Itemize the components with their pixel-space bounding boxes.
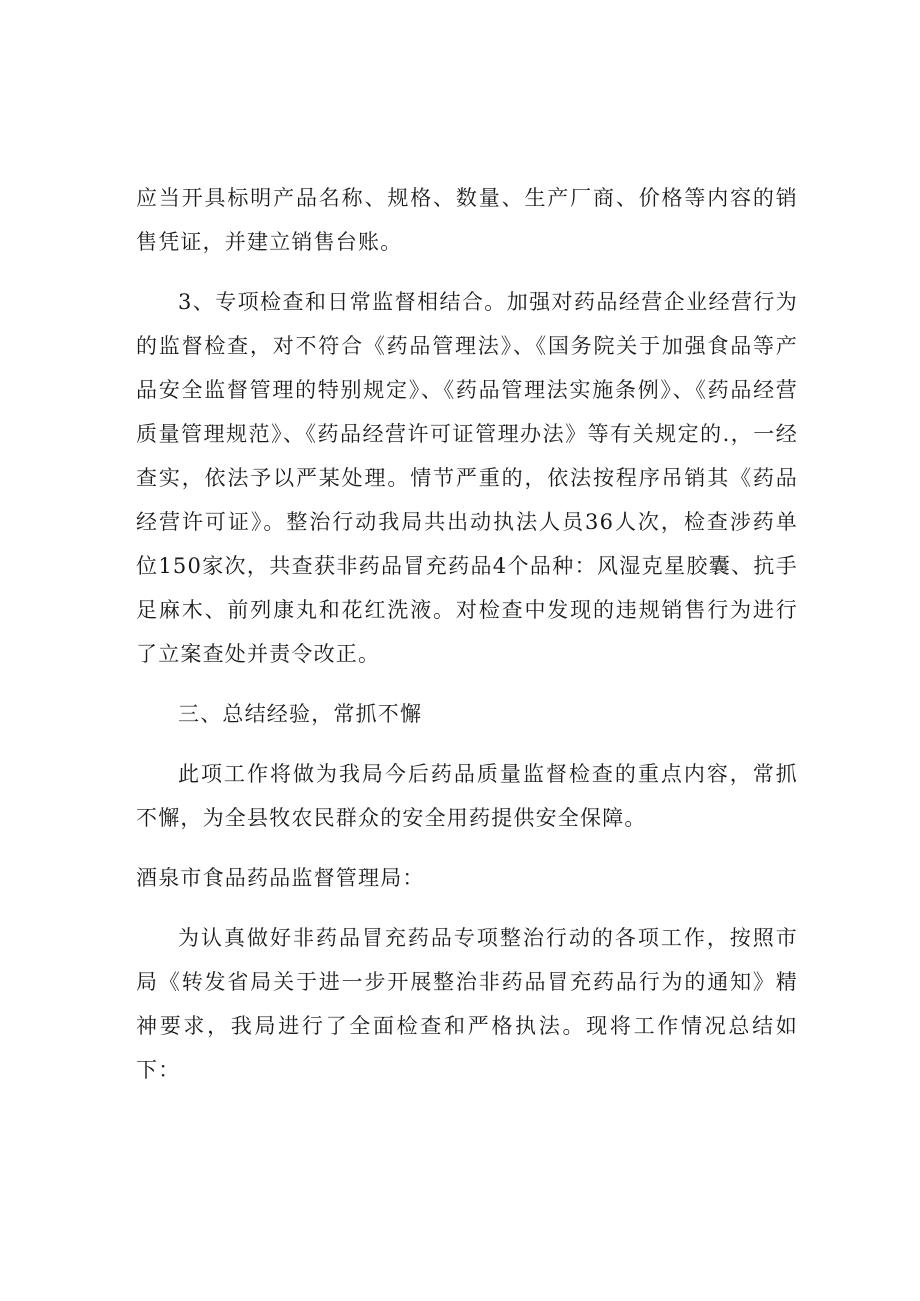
paragraph-sales-voucher: 应当开具标明产品名称、规格、数量、生产厂商、价格等内容的销售凭证，并建立销售台账。 [136,186,798,254]
paragraph-special-inspection: 3、专项检查和日常监督相结合。加强对药品经营企业经营行为的监督检查，对不符合《药品管理法》、《国务院关于加强食品等产品安全监督管理的特别规定》、《药品管理法实施条例》、《药品经营质量管理规范》、《药品经营许可证管理办法》等有关规定的.，一经查实，依法予以严某处理。情节严重的，依法按程序吊销其《药品经营许可证》。整治行动我局共出动执法人员36人次，检查涉药单位150家次，共查获非药品冒充药品4个品种：风湿克星胶囊、抗手足麻木、前列康丸和花红洗液。对检查中发现的违规销售行为进行了立案查处并责令改正。 [136,290,798,666]
paragraph-introduction: 为认真做好非药品冒充药品专项整治行动的各项工作，按照市局《转发省局关于进一步开展整治非药品冒充药品行为的通知》精神要求，我局进行了全面检查和严格执法。现将工作情况总结如下： [136,926,798,1082]
addressee-line: 酒泉市食品药品监督管理局： [136,866,425,890]
section-heading-summary: 三、总结经验，常抓不懈 [178,702,423,726]
document-body [136,176,798,1092]
paragraph-ongoing-work: 此项工作将做为我局今后药品质量监督检查的重点内容，常抓不懈，为全县牧农民群众的安全用药提供安全保障。 [136,762,798,830]
